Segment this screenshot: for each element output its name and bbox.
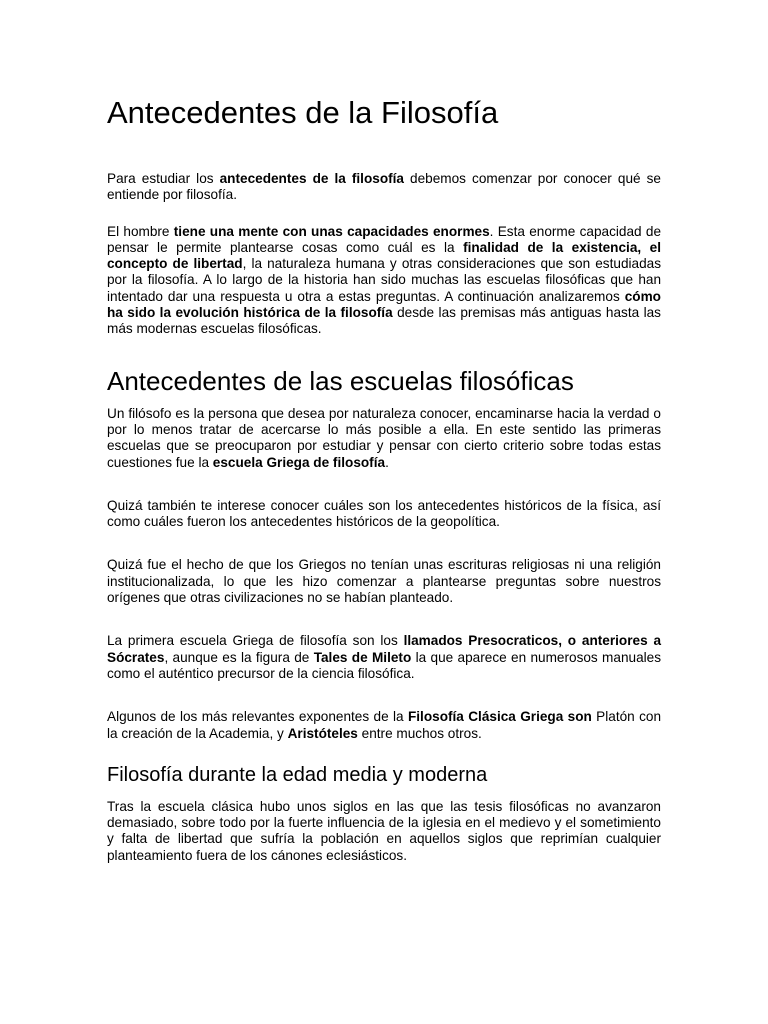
section1-paragraph-2 bbox=[107, 498, 661, 531]
text-run: El hombre bbox=[107, 223, 174, 239]
bold-text: cómo ha sido la evolución histórica de la filosofía bbox=[107, 288, 661, 321]
text-run: Quizá fue el hecho de que los Griegos no tenían unas escrituras religiosas ni una religión institucionalizada, lo que les hizo comenzar a plantearse preguntas sobre nuestros orígenes que otras civilizaciones no se habían planteado. bbox=[107, 557, 661, 606]
section1-paragraph-3 bbox=[107, 557, 661, 606]
bold-text: Aristóteles bbox=[287, 725, 358, 741]
bold-text: Tales de Mileto bbox=[313, 649, 412, 665]
text-run: . Esta enorme capacidad de pensar le permite plantearse cosas como cuál es la bbox=[107, 223, 662, 255]
section1-paragraph-5 bbox=[107, 709, 661, 742]
bold-text: finalidad de la existencia, el concepto de libertad bbox=[107, 239, 661, 272]
section1-paragraph-4 bbox=[107, 633, 661, 682]
bold-text: antecedentes de la filosofía bbox=[219, 171, 404, 186]
section2-paragraph-1 bbox=[107, 799, 661, 864]
bold-text: escuela Griega de filosofía bbox=[212, 454, 386, 470]
text-run: . bbox=[385, 454, 389, 470]
section-heading-escuelas: Antecedentes de las escuelas filosóficas bbox=[107, 365, 574, 396]
intro-paragraph-1 bbox=[107, 171, 661, 204]
section-heading-edad-media: Filosofía durante la edad media y moderna bbox=[107, 763, 488, 786]
text-run: , la naturaleza humana y otras consideraciones que son estudiadas por la filosofía. A lo largo de la historia han sido muchas las escuelas filosóficas que han intentado dar una respuesta u otra a estas preguntas. A continuación analizaremos bbox=[107, 256, 661, 304]
text-run: Quizá también te interese conocer cuáles son los antecedentes históricos de la física, así como cuáles fueron los antecedentes históricos de la geopolítica. bbox=[107, 497, 661, 530]
bold-text: llamados Presocraticos, o anteriores a Sócrates bbox=[107, 633, 661, 665]
text-run: Para estudiar los bbox=[107, 171, 220, 186]
text-run: Platón con la creación de la Academia, y bbox=[107, 709, 662, 741]
text-run: desde las premisas más antiguas hasta las más modernas escuelas filosóficas. bbox=[107, 305, 661, 337]
bold-text: Filosofía Clásica Griega son bbox=[407, 709, 592, 725]
bold-text: tiene una mente con unas capacidades enormes bbox=[173, 223, 490, 239]
intro-paragraph-2 bbox=[107, 224, 661, 338]
text-run: entre muchos otros. bbox=[357, 725, 482, 741]
text-run: la que aparece en numerosos manuales como el auténtico precursor de la ciencia filosófica. bbox=[107, 649, 662, 681]
text-run: La primera escuela Griega de filosofía son los bbox=[107, 633, 404, 649]
page-title: Antecedentes de la Filosofía bbox=[107, 95, 499, 130]
text-run: Un filósofo es la persona que desea por naturaleza conocer, encaminarse hacia la verdad o por lo menos tratar de acercarse lo más posible a ella. En este sentido las primeras escuelas que se preocuparon por estudiar y pensar con cierto criterio sobre todas estas cuestiones fue la bbox=[107, 405, 661, 470]
text-run: debemos comenzar por conocer qué se entiende por filosofía. bbox=[107, 171, 661, 203]
text-run: Algunos de los más relevantes exponentes de la bbox=[107, 709, 408, 725]
text-run: , aunque es la figura de bbox=[164, 649, 314, 665]
text-run: Tras la escuela clásica hubo unos siglos en las que las tesis filosóficas no avanzaron demasiado, sobre todo por la fuerte influencia de la iglesia en el medievo y el sometimiento y falta de libertad que sufría la población en aquellos siglos que reprimían cualquier planteamiento fuera de los cánones eclesiásticos. bbox=[107, 798, 661, 863]
section1-paragraph-1 bbox=[107, 406, 661, 471]
